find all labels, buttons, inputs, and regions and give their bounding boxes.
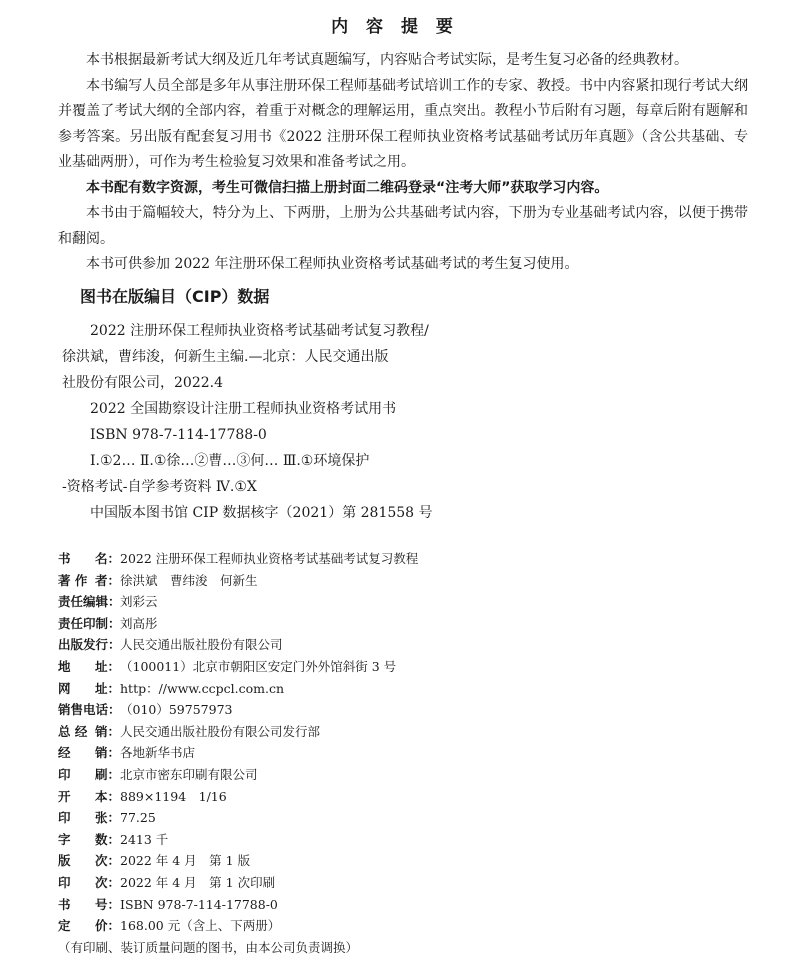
colophon-label: 地 址 ： <box>58 658 120 674</box>
cip-line: 2022 注册环保工程师执业资格考试基础考试复习教程/ <box>90 323 429 339</box>
colophon-label: 开 本 ： <box>58 788 120 804</box>
colophon-label: 印 次 ： <box>58 874 120 890</box>
colophon-label: 责任印制 ： <box>58 615 121 631</box>
digital-resource-note: 本书配有数字资源，考生可微信扫描上册封面二维码登录“注考大师”获取学习内容。 <box>86 179 609 196</box>
colophon-label: 书 号 ： <box>58 896 120 912</box>
colophon-label: 经 销 ： <box>58 745 120 761</box>
colophon-row <box>58 850 758 872</box>
colophon-row <box>58 699 758 721</box>
colophon-label: 书 名 ： <box>58 551 120 566</box>
colophon-row <box>58 894 758 916</box>
colophon-row <box>58 829 758 851</box>
colophon-row <box>58 678 758 700</box>
colophon-label: 出版发行 ： <box>58 637 121 653</box>
colophon-value: 889×1194 1/16 <box>120 788 227 804</box>
colophon-label: 定 价 ： <box>58 918 120 934</box>
colophon-label: 版 次 ： <box>58 853 120 869</box>
cip-line: 2022 全国勘察设计注册工程师执业资格考试用书 <box>90 401 397 417</box>
colophon-row <box>58 613 758 635</box>
colophon-row <box>58 570 758 592</box>
cip-line: 徐洪斌，曹纬浚，何新生主编.—北京：人民交通出版 <box>62 349 389 365</box>
colophon-row <box>58 764 758 786</box>
colophon-row <box>58 807 758 829</box>
colophon-label: 印 张 ： <box>58 810 120 826</box>
colophon-value: 刘彩云 <box>120 594 158 610</box>
colophon-value: 北京市密东印刷有限公司 <box>120 766 258 782</box>
colophon-label: 责任编辑 ： <box>58 594 121 610</box>
colophon-row <box>58 721 758 743</box>
colophon-value: http：//www.ccpcl.com.cn <box>120 680 284 696</box>
colophon-label: 著 作 者 ： <box>58 572 120 588</box>
colophon-row <box>58 915 758 937</box>
cip-line: 中国版本图书馆 CIP 数据核字（2021）第 281558 号 <box>90 505 433 521</box>
quality-note: （有印刷、装订质量问题的图书，由本公司负责调换） <box>58 939 359 955</box>
colophon-value: 2022 注册环保工程师执业资格考试基础考试复习教程 <box>120 551 419 566</box>
colophon-row <box>58 634 758 656</box>
colophon-value: 各地新华书店 <box>120 745 196 761</box>
cip-line: -资格考试-自学参考资料 Ⅳ.①X <box>62 479 257 495</box>
colophon-value: 人民交通出版社股份有限公司 <box>120 637 283 653</box>
summary-paragraph: 本书可供参加 2022 年注册环保工程师执业资格考试基础考试的考生复习使用。 <box>86 256 579 272</box>
colophon-label: 网 址 ： <box>58 680 120 696</box>
colophon-value: 2022 年 4 月 第 1 次印刷 <box>120 874 276 890</box>
colophon-row <box>58 742 758 764</box>
colophon-row <box>58 872 758 894</box>
summary-paragraph: 本书由于篇幅较大，特分为上、下两册，上册为公共基础考试内容，下册为专业基础考试内容，以便于携带和翻阅。 <box>58 205 748 247</box>
colophon-value: 2022 年 4 月 第 1 版 <box>120 853 251 869</box>
colophon-value: （100011）北京市朝阳区安定门外外馆斜街 3 号 <box>120 658 397 674</box>
summary-paragraph: 本书根据最新考试大纲及近几年考试真题编写，内容贴合考试实际，是考生复习必备的经典教材。 <box>86 52 688 68</box>
colophon-value: 人民交通出版社股份有限公司发行部 <box>120 723 321 739</box>
colophon-value: 168.00 元（含上、下两册） <box>120 918 281 934</box>
colophon-value: 77.25 <box>120 810 156 826</box>
colophon-label: 字 数 ： <box>58 831 120 847</box>
cip-isbn: ISBN 978-7-114-17788-0 <box>90 427 267 443</box>
colophon <box>58 548 758 958</box>
colophon-label: 印 刷 ： <box>58 766 120 782</box>
colophon-label: 销售电话 ： <box>58 702 121 718</box>
colophon-row <box>58 656 758 678</box>
cip-heading: 图书在版编目（CIP）数据 <box>80 287 270 306</box>
cip-data-block <box>62 318 462 526</box>
colophon-row <box>58 548 758 570</box>
colophon-value: 刘高彤 <box>120 615 158 631</box>
colophon-value: （010）59757973 <box>120 702 233 718</box>
colophon-row <box>58 786 758 808</box>
summary-paragraph: 本书编写人员全部是多年从事注册环保工程师基础考试培训工作的专家、教授。书中内容紧扣现行考试大纲并覆盖了考试大纲的全部内容，着重于对概念的理解运用，重点突出。教程小节后附有习题，每章后附有题解和参考答案。另出版有配套复习用书《2022 注册环保工程师执业资格考试基础考试历年真题》（含公共基础、专业基础两册），可作为考生检验复习效果和准备考试之用。 <box>58 77 748 170</box>
colophon-value: 2413 千 <box>120 831 169 847</box>
cip-line: Ⅰ.①2… Ⅱ.①徐…②曹…③何… Ⅲ.①环境保护 <box>90 453 370 469</box>
colophon-row <box>58 591 758 613</box>
cip-line: 社股份有限公司，2022.4 <box>62 375 223 391</box>
colophon-value: 徐洪斌 曹纬浚 何新生 <box>120 572 258 588</box>
page-title: 内 容 提 要 <box>331 17 459 37</box>
summary-section <box>58 48 748 278</box>
colophon-value: ISBN 978-7-114-17788-0 <box>120 896 278 912</box>
colophon-label: 总 经 销 ： <box>58 723 120 739</box>
